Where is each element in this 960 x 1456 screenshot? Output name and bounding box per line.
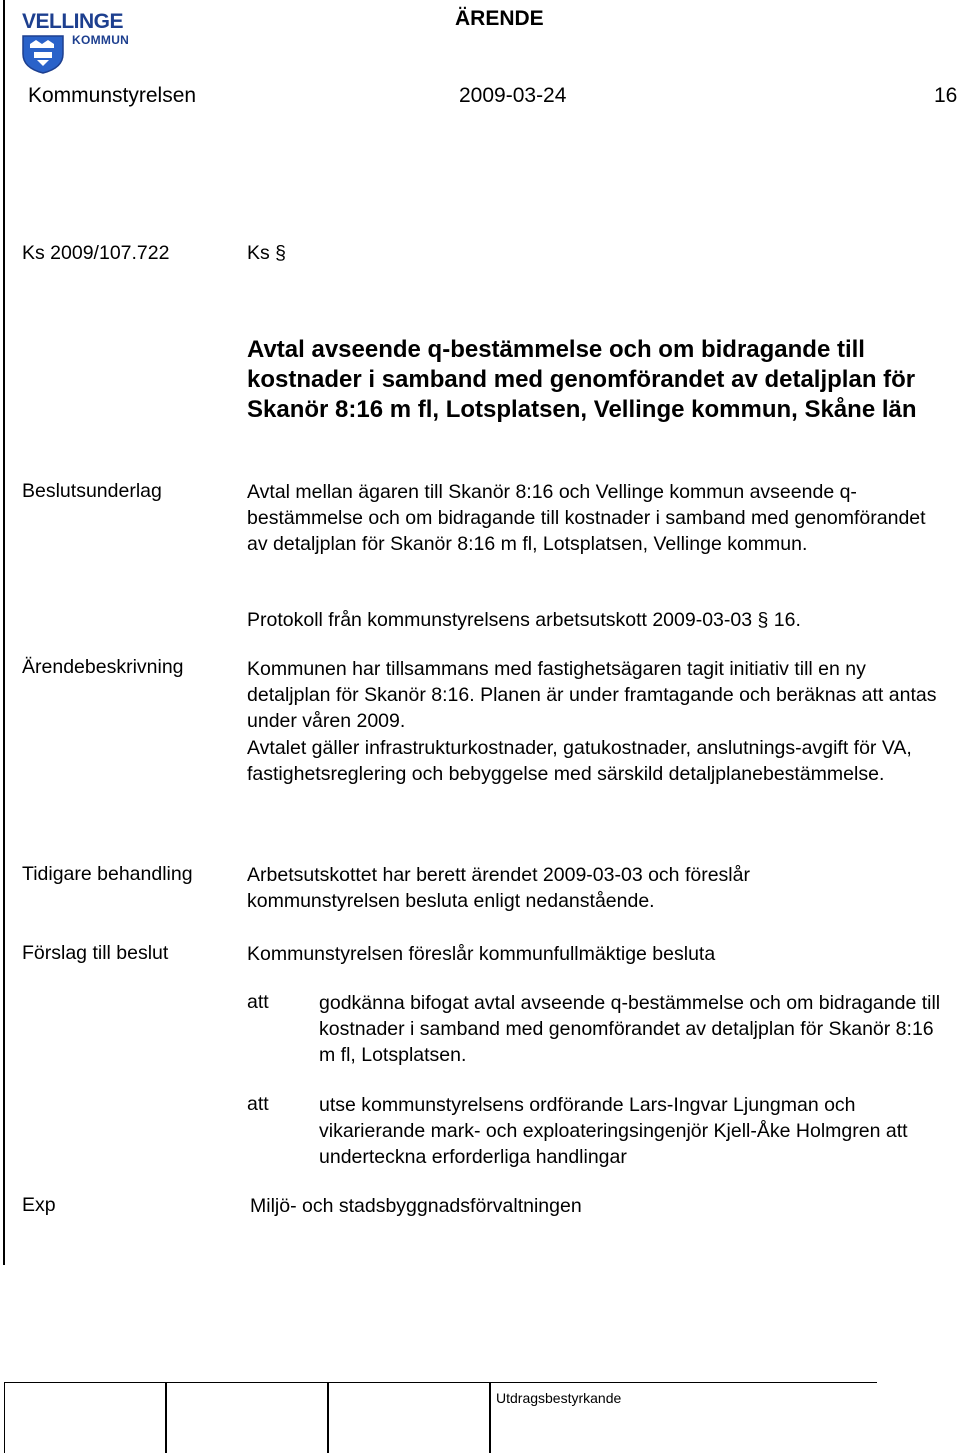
list-item: utse kommunstyrelsens ordförande Lars-Ingvar Ljungman och vikarierande mark- och exploateringsingenjör Kjell-Åke Holmgren att underteckna erforderliga handlingar <box>319 1094 908 1168</box>
coat-of-arms-icon <box>20 34 66 74</box>
document-title: Avtal avseende q-bestämmelse och om bidragande till kostnader i samband med genomförandet av detaljplan för Skanör 8:16 m fl, Lotsplatsen, Vellinge kommun, Skåne län <box>247 336 917 423</box>
signature-box <box>4 1382 877 1453</box>
arendebeskrivning-text2: Avtalet gäller infrastrukturkostnader, gatukostnader, anslutnings-avgift för VA, fastighetsreglering och bebyggelse med särskild detaljplanebestämmelse. <box>247 737 912 785</box>
beslutsunderlag-text2: Protokoll från kommunstyrelsens arbetsutskott 2009-03-03 § 16. <box>247 609 801 631</box>
arendebeskrivning-text1: Kommunen har tillsammans med fastighetsägaren tagit initiativ till en ny detaljplan för Skanör 8:16. Planen är under framtagande och beräknas att antas under våren 2009. <box>247 658 937 732</box>
logo-sub: KOMMUN <box>72 33 130 47</box>
tidigare-text: Arbetsutskottet har berett ärendet 2009-03-03 och föreslår kommunstyrelsen besluta enligt nedanstående. <box>247 864 750 912</box>
forslag-intro: Kommunstyrelsen föreslår kommunfullmäktige besluta <box>247 943 716 965</box>
list-prefix: att <box>247 991 269 1013</box>
ks-number: Ks 2009/107.722 <box>22 242 170 264</box>
logo-name: VELLINGE <box>22 10 124 33</box>
page-number: 16 <box>934 84 958 107</box>
signature-cell-divider <box>489 1383 491 1453</box>
vellinge-logo <box>10 6 130 72</box>
list-item: godkänna bifogat avtal avseende q-bestämmelse och om bidragande till kostnader i samband med genomförandet av detaljplan för Skanör 8:16 m fl, Lotsplatsen. <box>319 992 941 1066</box>
exp-text: Miljö- och stadsbyggnadsförvaltningen <box>250 1195 582 1217</box>
label-forslag-till-beslut: Förslag till beslut <box>22 942 169 964</box>
list-prefix: att <box>247 1093 269 1115</box>
label-tidigare-behandling: Tidigare behandling <box>22 863 193 885</box>
signature-cell-divider <box>327 1383 329 1453</box>
header-date: 2009-03-24 <box>459 84 567 107</box>
label-exp: Exp <box>22 1194 56 1216</box>
label-beslutsunderlag: Beslutsunderlag <box>22 480 162 502</box>
beslutsunderlag-text1: Avtal mellan ägaren till Skanör 8:16 och Vellinge kommun avseende q-bestämmelse och om bidragande till kostnader i samband med genomförandet av detaljplan för Skanör 8:16 m fl, Lotsplatsen, Vellinge kommun. <box>247 481 926 555</box>
header-body: Kommunstyrelsen <box>28 84 197 107</box>
ks-paragraph: Ks § <box>247 242 287 264</box>
doc-type: ÄRENDE <box>455 7 544 30</box>
margin-line <box>3 0 5 1265</box>
utdragsbestyrkande-label: Utdragsbestyrkande <box>496 1390 622 1406</box>
signature-cell-divider <box>165 1383 167 1453</box>
label-arendebeskrivning: Ärendebeskrivning <box>22 656 184 678</box>
